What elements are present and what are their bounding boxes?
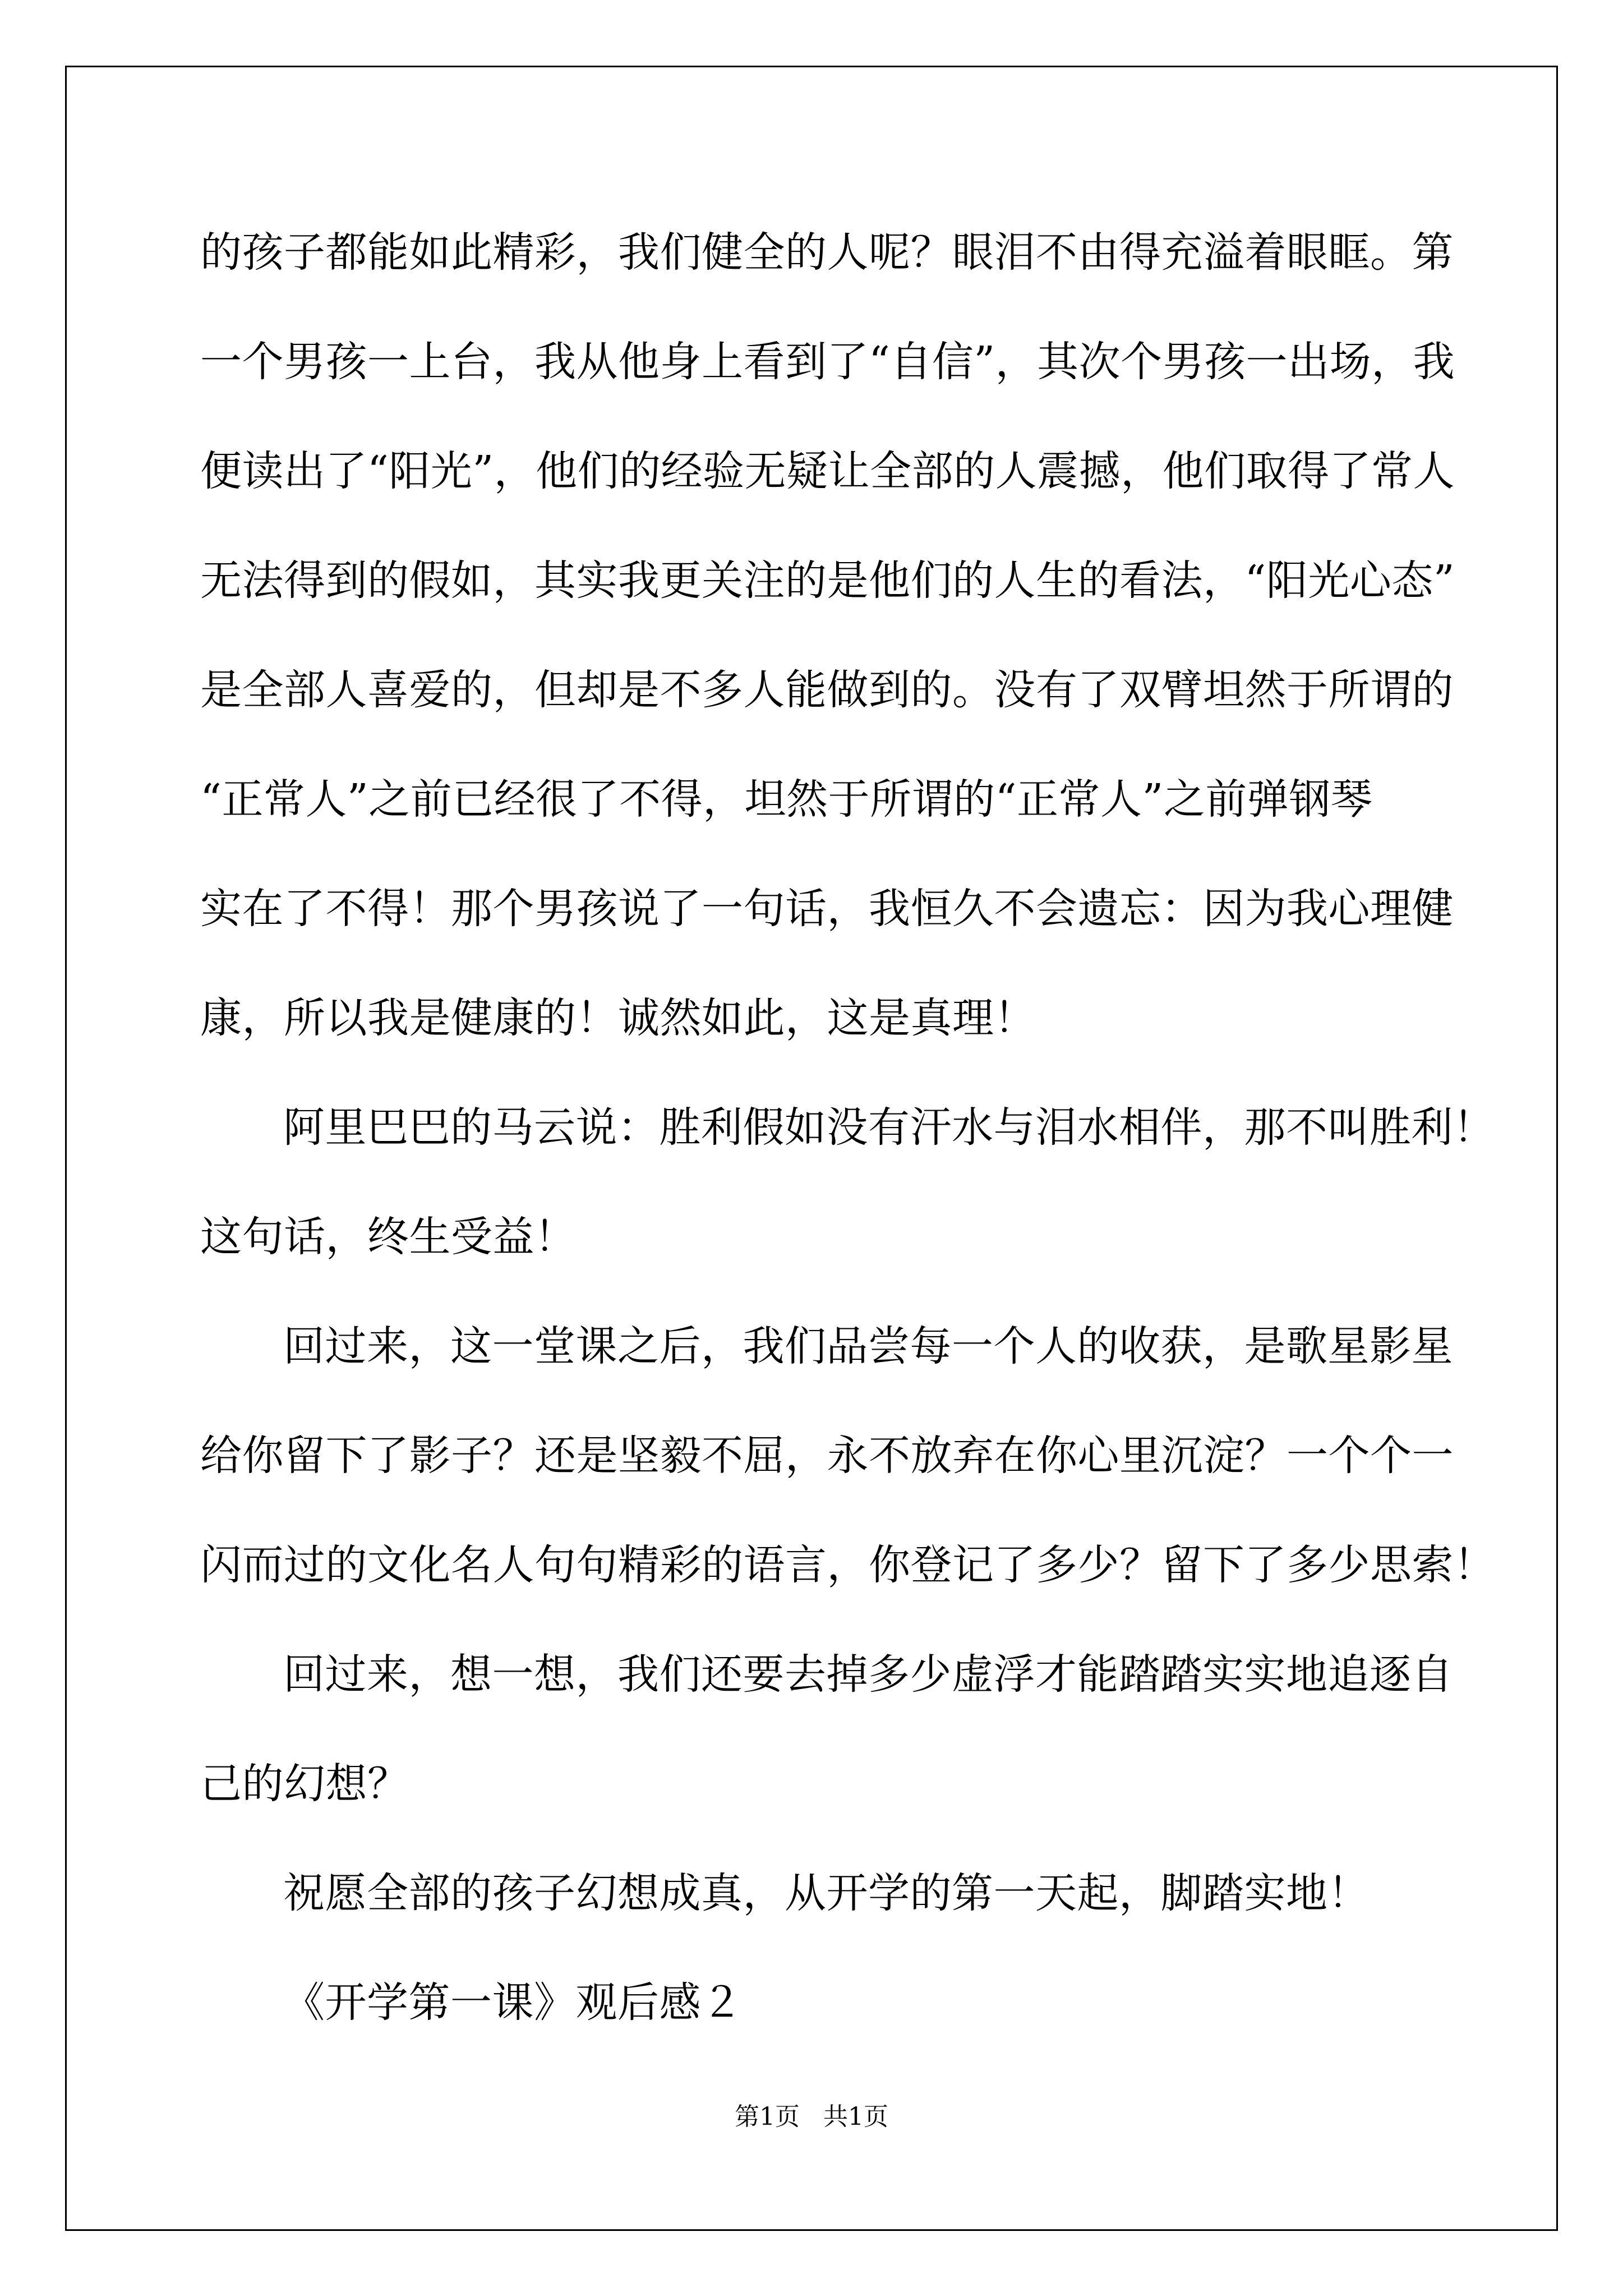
text-line: 康，所以我是健康的！诚然如此，这是真理！ xyxy=(200,994,1036,1042)
text-line: 己的幻想？ xyxy=(200,1760,409,1808)
page-number-total: 共1页 xyxy=(823,2102,888,2131)
text-line: 实在了不得！那个男孩说了一句话，我恒久不会遗忘：因为我心理健 xyxy=(200,885,1454,933)
text-line: 无法得到的假如，其实我更关注的是他们的人生的看法，“阳光心态” xyxy=(200,556,1455,605)
text-line: 闪而过的文化名人句句精彩的语言，你登记了多少？留下了多少思索！ xyxy=(200,1541,1496,1589)
paragraph-start-line: 回过来，这一堂课之后，我们品尝每一个人的收获，是歌星影星 xyxy=(283,1322,1453,1370)
text-line: “正常人”之前已经很了不得，坦然于所谓的“正常人”之前弹钢琴 xyxy=(200,775,1373,823)
text-line: 便读出了“阳光”，他们的经验无疑让全部的人震撼，他们取得了常人 xyxy=(200,447,1455,495)
text-line: 的孩子都能如此精彩，我们健全的人呢？眼泪不由得充溢着眼眶。第 xyxy=(200,228,1454,277)
section-title: 《开学第一课》观后感２ xyxy=(283,1978,743,2027)
text-line: 这句话，终生受益！ xyxy=(200,1213,577,1261)
page-number-current: 第1页 xyxy=(735,2102,800,2131)
page-footer xyxy=(0,2100,1623,2134)
text-line: 是全部人喜爱的，但却是不多人能做到的。没有了双臂坦然于所谓的 xyxy=(200,666,1454,714)
paragraph-start-line: 祝愿全部的孩子幻想成真，从开学的第一天起，脚踏实地！ xyxy=(283,1869,1370,1917)
text-line: 给你留下了影子？还是坚毅不屈，永不放弃在你心里沉淀？一个个一 xyxy=(200,1432,1454,1480)
paragraph-start-line: 阿里巴巴的马云说：胜利假如没有汗水与泪水相伴，那不叫胜利！ xyxy=(283,1103,1495,1152)
paragraph-start-line: 回过来，想一想，我们还要去掉多少虚浮才能踏踏实实地追逐自 xyxy=(283,1650,1453,1699)
text-line: 一个男孩一上台，我从他身上看到了“自信”，其次个男孩一出场，我 xyxy=(200,338,1455,386)
